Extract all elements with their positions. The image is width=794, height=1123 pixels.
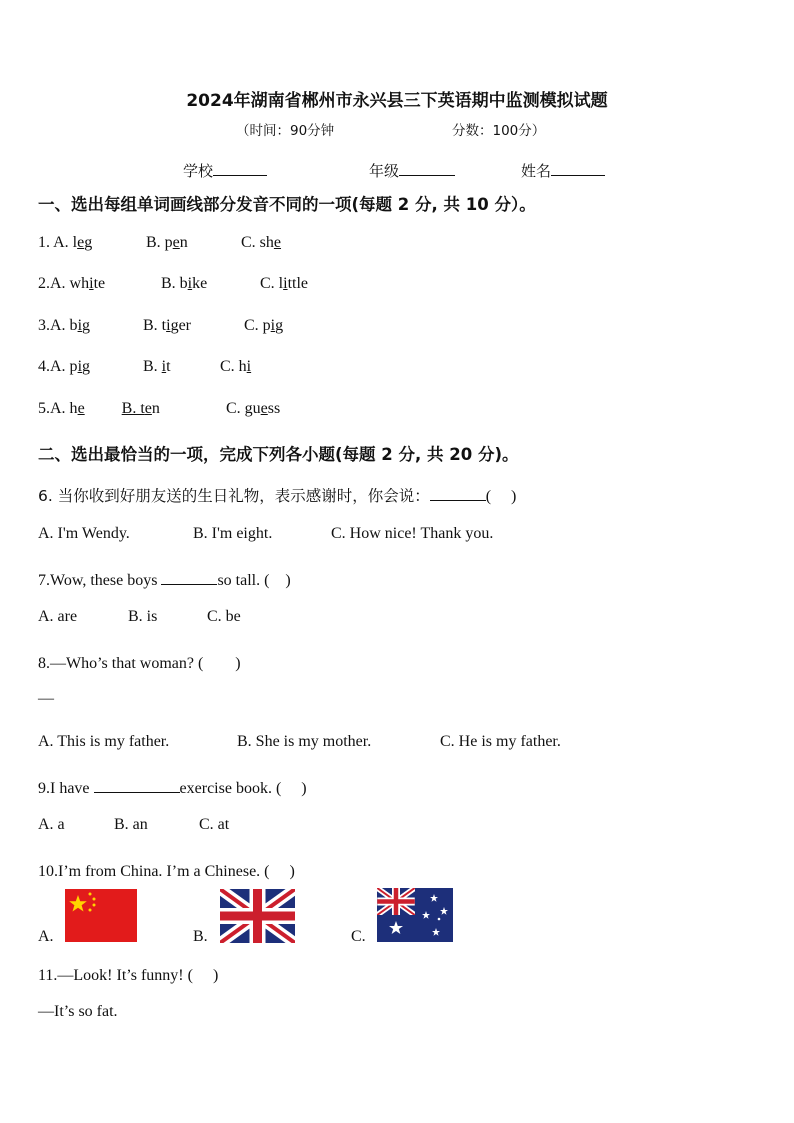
- section2-heading: 二、选出最恰当的一项，完成下列各小题(每题 2 分, 共 20 分)。: [38, 445, 519, 464]
- name-field[interactable]: [521, 160, 605, 181]
- question-8-option-c[interactable]: C. He is my father.: [440, 733, 561, 750]
- question-8-option-a[interactable]: A. This is my father.: [38, 733, 170, 750]
- question-4: 4.A. pig: [38, 358, 91, 375]
- question-6: 6. 当你收到好朋友送的生日礼物，表示感谢时，你会说： ( ): [38, 487, 517, 505]
- question-11: 11.—Look! It’s funny! ( ): [38, 967, 219, 984]
- uk-flag-icon[interactable]: [220, 889, 295, 943]
- question-4-option-c[interactable]: C. hi: [220, 358, 252, 375]
- question-1-option-c[interactable]: C. she: [241, 234, 282, 251]
- question-5-option-c[interactable]: C. guess: [226, 400, 281, 417]
- question-10-option-a[interactable]: A.: [38, 928, 54, 945]
- question-10-option-c[interactable]: C.: [351, 928, 366, 945]
- question-6-option-c[interactable]: C. How nice! Thank you.: [331, 525, 494, 542]
- question-1: 1. A. leg: [38, 234, 93, 251]
- grade-field[interactable]: [369, 160, 455, 181]
- question-2-option-b[interactable]: B. bike: [161, 275, 208, 292]
- question-11-reply: —It’s so fat.: [38, 1003, 118, 1020]
- question-8-option-b[interactable]: B. She is my mother.: [237, 733, 372, 750]
- question-8: 8.—Who’s that woman? ( ): [38, 655, 241, 672]
- question-7: 7.Wow, these boys so tall. ( ): [38, 572, 291, 589]
- question-10: 10.I’m from China. I’m a Chinese. ( ): [38, 863, 295, 880]
- australia-flag-icon[interactable]: [377, 888, 453, 942]
- question-9-option-c[interactable]: C. at: [199, 816, 230, 833]
- question-4-option-b[interactable]: B. it: [143, 358, 171, 375]
- question-6-option-a[interactable]: A. I'm Wendy.: [38, 525, 130, 542]
- exam-score: 分数：100分）: [452, 123, 546, 139]
- school-blank[interactable]: [213, 161, 267, 176]
- question-1-option-b[interactable]: B. pen: [146, 234, 188, 251]
- question-6-option-b[interactable]: B. I'm eight.: [193, 525, 273, 542]
- question-5: 5.A. he B. ten: [38, 400, 160, 417]
- question-6-blank[interactable]: [430, 486, 486, 501]
- question-7-option-c[interactable]: C. be: [207, 608, 241, 625]
- school-field[interactable]: [183, 160, 267, 181]
- question-9-blank[interactable]: [94, 778, 180, 793]
- question-9-option-b[interactable]: B. an: [114, 816, 148, 833]
- question-7-blank[interactable]: [161, 570, 217, 585]
- question-7-option-b[interactable]: B. is: [128, 608, 158, 625]
- grade-blank[interactable]: [399, 161, 455, 176]
- section1-heading: 一、选出每组单词画线部分发音不同的一项(每题 2 分, 共 10 分）。: [38, 195, 536, 214]
- question-8-answer-dash: —: [38, 690, 54, 707]
- exam-time: （时间：90分钟: [236, 123, 335, 139]
- question-3-option-c[interactable]: C. pig: [244, 317, 284, 334]
- name-blank[interactable]: [551, 161, 605, 176]
- question-7-option-a[interactable]: A. are: [38, 608, 78, 625]
- question-3-option-b[interactable]: B. tiger: [143, 317, 192, 334]
- question-10-option-b[interactable]: B.: [193, 928, 208, 945]
- question-3: 3.A. big: [38, 317, 91, 334]
- question-2-option-c[interactable]: C. little: [260, 275, 309, 292]
- name-label: 姓名: [521, 162, 552, 180]
- page-title: 2024年湖南省郴州市永兴县三下英语期中监测模拟试题: [186, 91, 608, 111]
- china-flag-icon[interactable]: [65, 889, 137, 942]
- question-9-option-a[interactable]: A. a: [38, 816, 65, 833]
- question-2: 2.A. white: [38, 275, 106, 292]
- school-label: 学校: [183, 162, 214, 180]
- grade-label: 年级: [369, 162, 400, 180]
- question-9: 9.I have exercise book. ( ): [38, 780, 307, 797]
